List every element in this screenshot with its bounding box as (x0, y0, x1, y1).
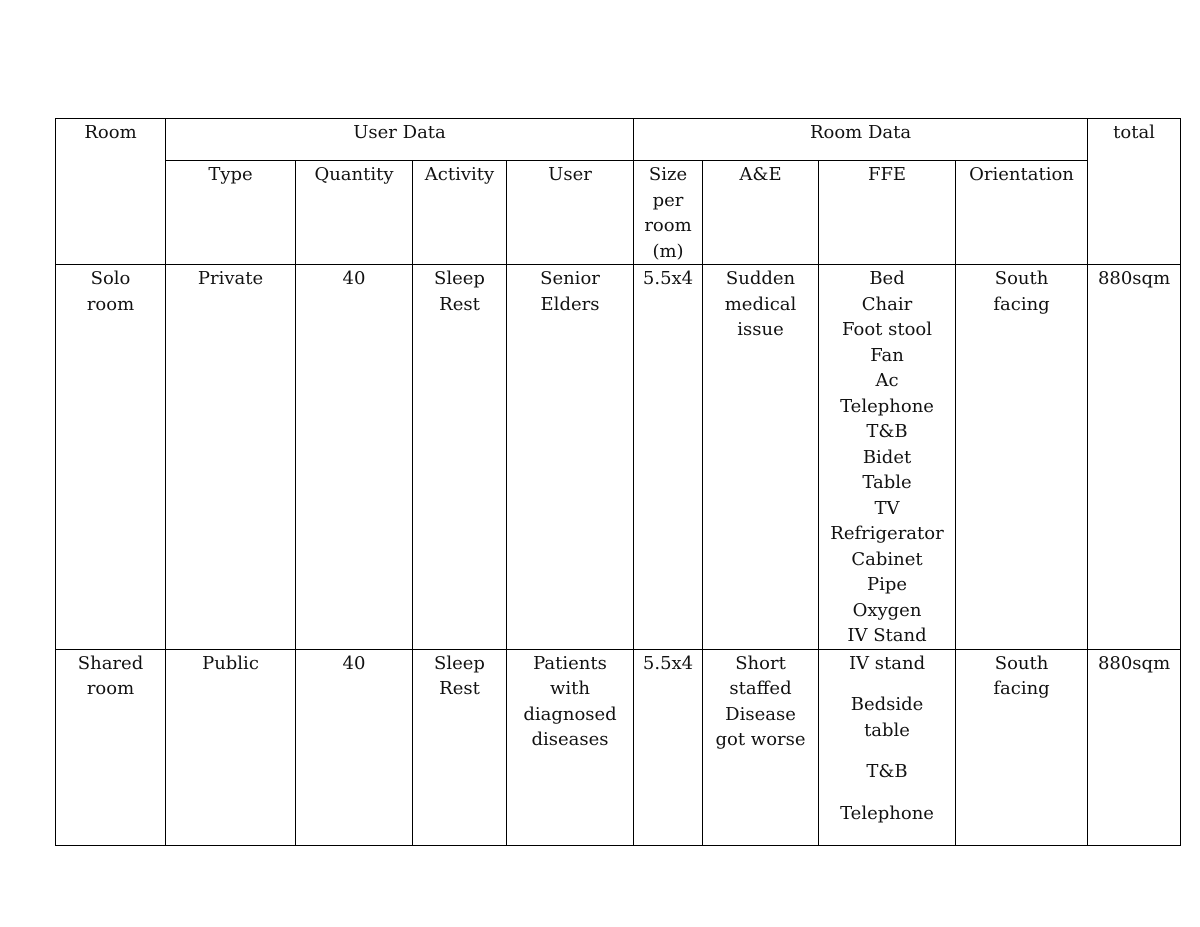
cell-type: Private (166, 265, 296, 650)
cell-user-line: diagnosed (523, 703, 617, 725)
header-size-line: Size (648, 164, 688, 185)
cell-room (56, 265, 166, 650)
ffe-item: Ac (875, 370, 899, 391)
cell-activity-line: Sleep (434, 268, 485, 289)
cell-room-line: Shared (77, 652, 144, 674)
cell-orientation-line: facing (993, 293, 1050, 315)
cell-size: 5.5x4 (634, 649, 703, 845)
cell-room-line: room (86, 293, 135, 315)
cell-total: 880sqm (1088, 649, 1181, 845)
cell-user-line: with (550, 678, 590, 699)
cell-ffe (819, 265, 956, 650)
ffe-item: Cabinet (851, 548, 923, 570)
header-ffe: FFE (819, 161, 956, 265)
header-size-line: per (652, 189, 684, 211)
cell-room (56, 649, 166, 845)
ffe-item: Pipe (866, 574, 908, 595)
ffe-item: Fan (870, 344, 904, 366)
cell-activity (413, 265, 507, 650)
header-orientation: Orientation (956, 161, 1088, 265)
header-room-data: Room Data (634, 119, 1088, 161)
header-size-per-room (634, 161, 703, 265)
ffe-item: Foot stool (841, 319, 933, 340)
cell-ae-line: Short (735, 652, 786, 674)
cell-ae (703, 649, 819, 845)
ffe-item: Bed (869, 268, 905, 289)
cell-user-line: diseases (531, 729, 609, 750)
cell-ae-line: Sudden (725, 268, 796, 289)
cell-orientation (956, 265, 1088, 650)
cell-activity-line: Rest (439, 678, 480, 699)
header-total: total (1088, 119, 1181, 265)
cell-orientation-line: facing (993, 678, 1050, 699)
ffe-item: Chair (861, 293, 913, 315)
cell-quantity: 40 (296, 649, 413, 845)
cell-ae-line: Disease (725, 703, 796, 725)
table-row-solo-room (56, 265, 1181, 650)
room-data-table (55, 118, 1181, 846)
ffe-item: Table (862, 472, 912, 493)
ffe-item: Telephone (840, 395, 934, 417)
ffe-item: TV (874, 497, 900, 519)
cell-ae-line: staffed (729, 678, 792, 699)
table-row-shared-room (56, 649, 1181, 845)
header-size-line: room (644, 215, 692, 236)
cell-room-line: Solo (90, 268, 131, 289)
cell-orientation (956, 649, 1088, 845)
cell-type: Public (166, 649, 296, 845)
cell-ae (703, 265, 819, 650)
ffe-item: Oxygen (852, 599, 922, 621)
ffe-item: Telephone (840, 802, 934, 824)
header-user-data: User Data (166, 119, 634, 161)
header-ae: A&E (703, 161, 819, 265)
header-activity: Activity (413, 161, 507, 265)
cell-user (507, 649, 634, 845)
cell-ae-line: issue (737, 319, 784, 340)
cell-ae-line: got worse (715, 729, 806, 750)
cell-room-line: room (86, 678, 135, 699)
cell-user (507, 265, 634, 650)
cell-ae-line: medical (724, 293, 797, 315)
cell-total: 880sqm (1088, 265, 1181, 650)
table-header-group-row (56, 119, 1181, 161)
cell-orientation-line: South (994, 268, 1049, 289)
ffe-item: Refrigerator (830, 523, 944, 544)
header-size-line: (m) (652, 240, 684, 262)
cell-activity-line: Rest (439, 293, 480, 315)
header-user: User (507, 161, 634, 265)
cell-size: 5.5x4 (634, 265, 703, 650)
header-room: Room (56, 119, 166, 265)
cell-user-line: Patients (533, 652, 607, 674)
header-type: Type (166, 161, 296, 265)
cell-activity (413, 649, 507, 845)
cell-user-line: Senior (540, 268, 600, 289)
cell-orientation-line: South (994, 652, 1049, 674)
ffe-item: Bedside (850, 694, 924, 715)
ffe-item: T&B (866, 421, 908, 442)
ffe-item: IV stand (848, 652, 926, 674)
cell-quantity: 40 (296, 265, 413, 650)
table-header-sub-row (56, 161, 1181, 265)
ffe-item: Bidet (862, 446, 912, 468)
ffe-item: IV Stand (847, 625, 927, 646)
cell-user-line: Elders (540, 293, 600, 315)
cell-ffe (819, 649, 956, 845)
ffe-item: table (864, 719, 910, 741)
header-quantity: Quantity (296, 161, 413, 265)
cell-activity-line: Sleep (434, 652, 485, 674)
ffe-item: T&B (866, 761, 908, 782)
